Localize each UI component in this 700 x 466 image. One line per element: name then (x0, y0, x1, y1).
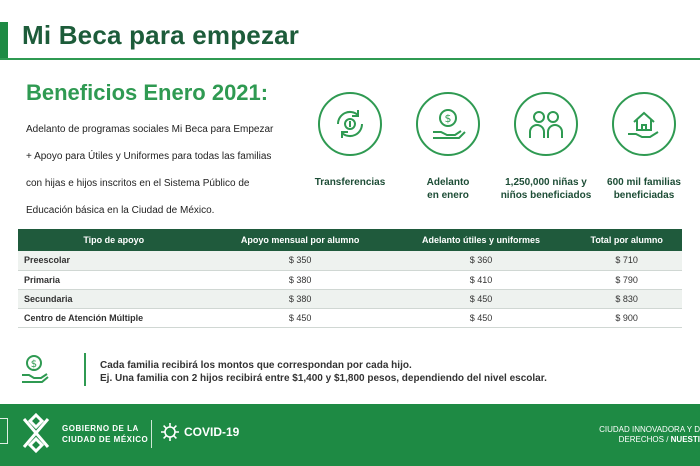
column-header: Adelanto útiles y uniformes (391, 229, 572, 251)
benefit-label: 600 mil familias beneficiadas (607, 177, 681, 201)
gov-line-1: GOBIERNO DE LA (62, 424, 139, 433)
benefit-children (496, 92, 596, 202)
svg-text:$: $ (444, 112, 452, 125)
note-text (100, 359, 645, 385)
support-table (18, 229, 682, 328)
benefit-advance (398, 92, 498, 202)
cell-total: $ 710 (571, 251, 682, 270)
cell-total: $ 790 (571, 270, 682, 289)
benefit-transfers (300, 92, 400, 189)
crest-logo (0, 418, 8, 444)
cell-monthly: $ 380 (209, 270, 390, 289)
house-in-hand-icon (624, 104, 664, 144)
footer-divider (151, 420, 152, 448)
column-header: Apoyo mensual por alumno (209, 229, 390, 251)
coin-in-hand-icon (20, 353, 50, 385)
benefit-label: 1,250,000 niñas y niños beneficiados (500, 177, 592, 201)
note-line-2: Ej. Una familia con 2 hijos recibirá entre $1,400 y $1,800 pesos, dependiendo del nivel escolar. (100, 373, 547, 384)
cell-type: Primaria (18, 270, 209, 289)
note-divider (84, 353, 86, 386)
program-description (26, 123, 311, 231)
cdmx-logo-icon (18, 413, 54, 453)
family-note (20, 353, 680, 393)
header-divider (0, 58, 700, 60)
covid-label: COVID-19 (184, 425, 240, 439)
description-line: + Apoyo para Útiles y Uniformes para todas las familias (26, 151, 272, 162)
benefit-circle (318, 92, 382, 156)
benefit-circle (514, 92, 578, 156)
header-accent-bar (0, 22, 8, 58)
column-header: Total por alumno (571, 229, 682, 251)
children-icon (526, 104, 566, 144)
money-transfer-icon (330, 104, 370, 144)
cell-total: $ 900 (571, 308, 682, 327)
footer (0, 404, 700, 466)
slogan-line-2 (599, 435, 700, 445)
government-label (62, 423, 148, 445)
column-header: Tipo de apoyo (18, 229, 209, 251)
gov-line-2: CIUDAD DE MÉXICO (62, 435, 149, 444)
svg-text:$: $ (30, 359, 38, 370)
cell-advance: $ 450 (391, 289, 572, 308)
benefit-circle (612, 92, 676, 156)
cell-total: $ 830 (571, 289, 682, 308)
cell-advance: $ 410 (391, 270, 572, 289)
slogan-part-b: NUESTI (670, 435, 700, 444)
cell-monthly: $ 350 (209, 251, 390, 270)
page-title: Mi Beca para empezar (22, 20, 300, 50)
cell-advance: $ 450 (391, 308, 572, 327)
page-header (0, 18, 330, 62)
description-line: Adelanto de programas sociales Mi Beca para Empezar (26, 124, 274, 135)
cell-type: Preescolar (18, 251, 209, 270)
section-title: Beneficios Enero 2021: (26, 80, 269, 105)
benefit-label: Transferencias (314, 177, 386, 188)
description-line: con hijas e hijos inscritos en el Sistema Público de (26, 178, 250, 189)
note-line-1: Cada familia recibirá los montos que correspondan por cada hijo. (100, 360, 412, 371)
slogan-part-a: DERECHOS / (618, 435, 671, 444)
table-header-row (18, 229, 682, 251)
table-row (18, 289, 682, 308)
cell-advance: $ 360 (391, 251, 572, 270)
cell-monthly: $ 380 (209, 289, 390, 308)
benefits-row (300, 92, 700, 212)
cell-type: Secundaria (18, 289, 209, 308)
benefit-families (594, 92, 694, 202)
slogan-line-1: CIUDAD INNOVADORA Y D (599, 425, 700, 434)
coin-in-hand-icon (428, 104, 468, 144)
footer-slogan (599, 425, 700, 445)
table-row (18, 270, 682, 289)
cell-type: Centro de Atención Múltiple (18, 308, 209, 327)
description-line: Educación básica en la Ciudad de México. (26, 205, 215, 216)
benefit-label: Adelanto en enero (426, 177, 470, 201)
table-row (18, 251, 682, 270)
table-row (18, 308, 682, 327)
benefit-circle (416, 92, 480, 156)
virus-icon (160, 422, 180, 442)
cell-monthly: $ 450 (209, 308, 390, 327)
